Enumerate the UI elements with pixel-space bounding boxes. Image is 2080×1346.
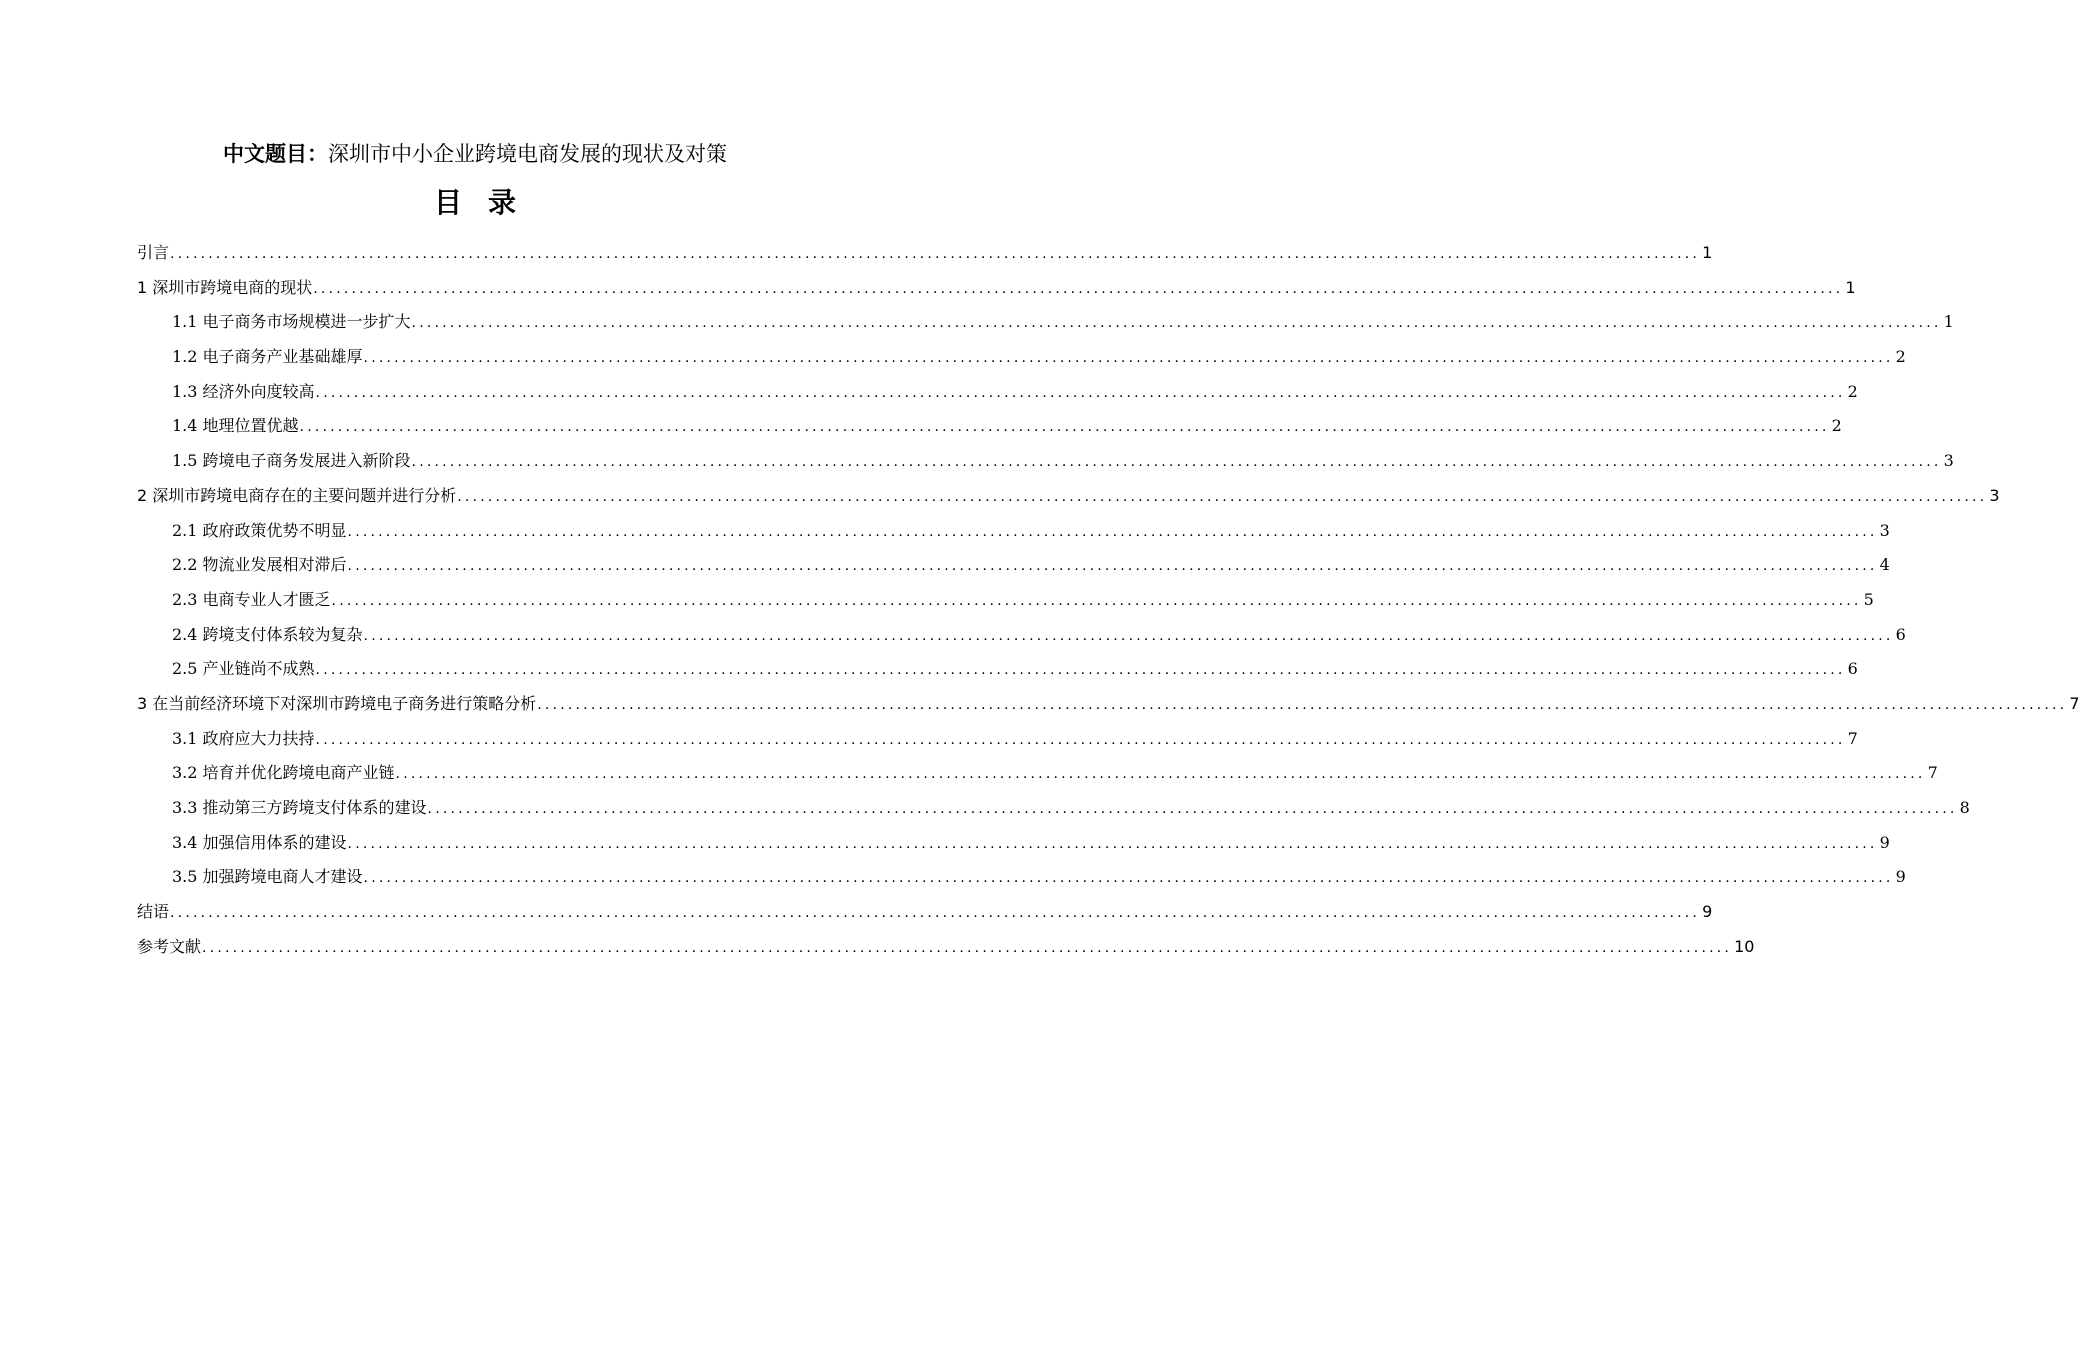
toc-entry-title: 3.2 培育并优化跨境电商产业链: [172, 763, 395, 783]
toc-entry-title: 2.2 物流业发展相对滞后: [172, 555, 347, 575]
toc-entry[interactable]: [137, 930, 1755, 965]
toc-dot-leader: ........................................................................................................................................................................................................: [315, 662, 1846, 679]
toc-entry-title: 2 深圳市跨境电商存在的主要问题并进行分析: [137, 485, 457, 505]
toc-entry[interactable]: [137, 618, 1906, 653]
toc-entry-title: 1 深圳市跨境电商的现状: [137, 277, 313, 297]
toc-entry-title: 参考文献: [137, 936, 202, 956]
toc-entry[interactable]: [137, 271, 1856, 306]
toc-entry-title: 2.4 跨境支付体系较为复杂: [172, 624, 363, 644]
toc-page-number: 7: [2069, 693, 2080, 713]
toc-dot-leader: ........................................................................................................................................................................................................: [347, 835, 1878, 852]
toc-dot-leader: ........................................................................................................................................................................................................: [363, 350, 1894, 367]
toc-dot-leader: ........................................................................................................................................................................................................: [347, 523, 1878, 540]
toc-dot-leader: ........................................................................................................................................................................................................: [202, 939, 1733, 956]
toc-entry-title: 引言: [137, 243, 170, 262]
toc-entry[interactable]: [137, 409, 1842, 444]
toc-page-number: 1: [1943, 312, 1954, 332]
toc-entry-title: 3.1 政府应大力扶持: [172, 728, 315, 748]
toc-entry[interactable]: [137, 722, 1858, 757]
toc-entry[interactable]: [137, 791, 1970, 826]
toc-page-number: 7: [1847, 728, 1858, 748]
table-of-contents: [137, 236, 2080, 964]
toc-entry-title: 3.3 推动第三方跨境支付体系的建设: [172, 798, 427, 817]
toc-dot-leader: ........................................................................................................................................................................................................: [315, 731, 1846, 748]
toc-entry[interactable]: [137, 687, 2080, 722]
toc-page-number: 6: [1847, 659, 1858, 679]
toc-entry-title: 2.5 产业链尚不成熟: [172, 659, 315, 679]
document-title: [0, 140, 950, 168]
title-label: 中文题目：: [223, 142, 328, 166]
toc-entry-title: 2.3 电商专业人才匮乏: [172, 589, 331, 609]
toc-page-number: 7: [1927, 763, 1938, 783]
toc-entry-title: 1.3 经济外向度较高: [172, 381, 315, 401]
toc-entry-title: 3.5 加强跨境电商人才建设: [172, 867, 363, 887]
toc-page-number: 1: [1845, 277, 1856, 297]
toc-dot-leader: ........................................................................................................................................................................................................: [363, 627, 1894, 644]
toc-page-number: 9: [1702, 902, 1713, 922]
toc-entry[interactable]: [137, 340, 1906, 375]
toc-entry-title: 1.1 电子商务市场规模进一步扩大: [172, 312, 411, 332]
toc-entry-title: 1.4 地理位置优越: [172, 416, 299, 436]
toc-page-number: 8: [1959, 798, 1970, 817]
toc-dot-leader: ........................................................................................................................................................................................................: [411, 315, 1942, 332]
toc-dot-leader: ........................................................................................................................................................................................................: [313, 280, 1844, 297]
toc-page-number: 6: [1895, 624, 1906, 644]
toc-entry[interactable]: [137, 860, 1906, 895]
toc-page-number: 5: [1863, 589, 1874, 609]
toc-entry[interactable]: [137, 444, 1954, 479]
toc-entry[interactable]: [137, 895, 1713, 930]
toc-dot-leader: ........................................................................................................................................................................................................: [170, 246, 1701, 262]
toc-dot-leader: ........................................................................................................................................................................................................: [411, 454, 1942, 471]
toc-entry[interactable]: [137, 652, 1858, 687]
toc-dot-leader: ........................................................................................................................................................................................................: [299, 419, 1830, 436]
toc-entry-title: 结语: [137, 902, 170, 922]
toc-page-number: 1: [1702, 243, 1713, 262]
toc-dot-leader: ........................................................................................................................................................................................................: [363, 870, 1894, 887]
toc-dot-leader: ........................................................................................................................................................................................................: [315, 384, 1846, 401]
toc-page-number: 2: [1831, 416, 1842, 436]
toc-page-number: 2: [1847, 381, 1858, 401]
toc-dot-leader: ........................................................................................................................................................................................................: [395, 766, 1926, 783]
toc-page-number: 2: [1895, 347, 1906, 367]
toc-entry-title: 1.5 跨境电子商务发展进入新阶段: [172, 451, 411, 471]
toc-entry[interactable]: [137, 479, 2000, 514]
title-text: 深圳市中小企业跨境电商发展的现状及对策: [328, 142, 727, 166]
toc-entry[interactable]: [137, 236, 1713, 271]
toc-entry[interactable]: [137, 548, 1890, 583]
toc-entry[interactable]: [137, 756, 1938, 791]
toc-dot-leader: ........................................................................................................................................................................................................: [537, 696, 2068, 713]
toc-dot-leader: ........................................................................................................................................................................................................: [457, 488, 1988, 505]
toc-page-number: 3: [1943, 451, 1954, 471]
toc-heading: 目录: [433, 186, 542, 219]
toc-entry[interactable]: [137, 514, 1890, 549]
toc-dot-leader: ........................................................................................................................................................................................................: [427, 801, 1958, 817]
toc-entry-title: 1.2 电子商务产业基础雄厚: [172, 347, 363, 367]
toc-dot-leader: ........................................................................................................................................................................................................: [347, 558, 1878, 575]
toc-entry[interactable]: [137, 375, 1858, 410]
toc-page-number: 10: [1734, 936, 1755, 956]
toc-page-number: 3: [1879, 520, 1890, 540]
toc-entry[interactable]: [137, 826, 1890, 861]
toc-entry[interactable]: [137, 305, 1954, 340]
toc-dot-leader: ........................................................................................................................................................................................................: [170, 905, 1701, 922]
toc-entry-title: 2.1 政府政策优势不明显: [172, 520, 347, 540]
toc-page-number: 9: [1879, 832, 1890, 852]
toc-page-number: 4: [1879, 555, 1890, 575]
toc-entry-title: 3 在当前经济环境下对深圳市跨境电子商务进行策略分析: [137, 693, 537, 713]
toc-entry-title: 3.4 加强信用体系的建设: [172, 832, 347, 852]
toc-page-number: 9: [1895, 867, 1906, 887]
toc-dot-leader: ........................................................................................................................................................................................................: [331, 592, 1862, 609]
toc-entry[interactable]: [137, 583, 1874, 618]
toc-page-number: 3: [1989, 485, 2000, 505]
